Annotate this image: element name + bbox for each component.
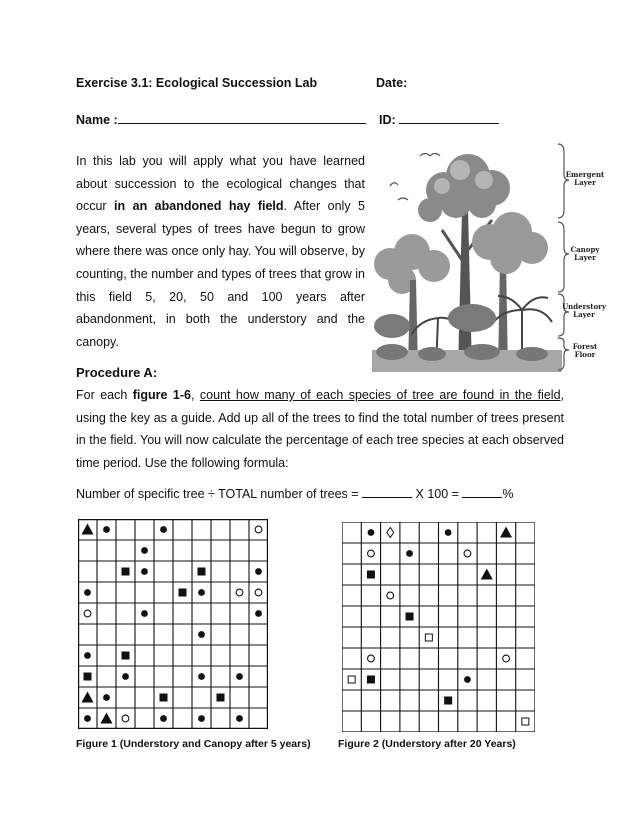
- exercise-title: Exercise 3.1: Ecological Succession Lab: [76, 76, 318, 90]
- tree-symbol-square: [367, 571, 375, 579]
- procedure-paragraph: For each figure 1-6, count how many of each species of tree are found in the field, using the key as a guide. Add up all of the trees to find the total number of trees present in the field. You will now calculate the percentage of each tree species at each observed time period. Use the following formula:: [76, 388, 565, 470]
- tree-symbol-dot: [84, 652, 91, 659]
- name-field[interactable]: [118, 113, 366, 124]
- tree-symbol-circle: [368, 655, 375, 662]
- grid-lines: [78, 519, 268, 729]
- tree-symbol-circle: [387, 592, 394, 599]
- tree-symbol-dot: [198, 631, 205, 638]
- tree-symbol-dot: [84, 715, 91, 722]
- tree-symbol-open-square: [522, 718, 529, 725]
- id-line: [379, 113, 499, 127]
- date-label: Date:: [376, 76, 408, 90]
- tree-symbol-dot: [236, 673, 243, 680]
- tree-symbol-square: [122, 568, 130, 576]
- id-field[interactable]: [399, 113, 499, 124]
- tree-symbol-square: [122, 652, 130, 660]
- tree-symbol-dot: [141, 610, 148, 617]
- tree-symbol-dot: [141, 547, 148, 554]
- tree-symbol-circle: [464, 550, 471, 557]
- intro-paragraph: In this lab you will apply what you have learned about succession to the ecological changes that occur in an abandoned hay field. After only 5 years, several types of trees have begun to grow where there was once only hay. You will observe, by counting, the number and types of trees that grow in this field 5, 20, 50 and 100 years after abandonment, in both the understory and the canopy.: [76, 154, 366, 349]
- emergent-layer-label: Emergent Layer: [565, 170, 605, 187]
- tree-symbol-dot: [406, 550, 413, 557]
- tree-symbol-dot: [141, 568, 148, 575]
- tree-symbol-dot: [198, 589, 205, 596]
- tree-symbol-triangle: [500, 527, 512, 538]
- intro-bold-phrase: in an abandoned hay field: [114, 199, 284, 214]
- forest-layers-illustration: [372, 140, 608, 372]
- name-label: Name :: [76, 113, 118, 127]
- tree-symbol-circle: [236, 589, 243, 596]
- procedure-heading: Procedure A:: [76, 365, 158, 380]
- tree-symbol-triangle: [82, 524, 94, 535]
- understory-layer-label: Understory Layer: [562, 302, 606, 319]
- forest-floor-label: Forest Floor: [572, 342, 598, 359]
- tree-symbol-circle: [84, 610, 91, 617]
- tree-symbol-square: [84, 673, 92, 681]
- id-label: ID:: [379, 113, 396, 127]
- tree-symbol-triangle: [82, 692, 94, 703]
- percentage-formula: Number of specific tree ÷ TOTAL number of trees = X 100 = %: [76, 487, 514, 501]
- tree-symbol-square: [444, 697, 452, 705]
- tree-symbol-dot: [445, 529, 452, 536]
- tree-symbol-circle: [122, 715, 129, 722]
- tree-symbol-circle: [503, 655, 510, 662]
- tree-symbol-triangle: [101, 713, 113, 724]
- tree-symbol-dot: [198, 715, 205, 722]
- canopy-layer-label: Canopy Layer: [570, 245, 600, 262]
- formula-blank-2[interactable]: [462, 487, 502, 498]
- grid-lines: [342, 522, 535, 732]
- tree-symbol-dot: [236, 715, 243, 722]
- tree-symbol-dot: [160, 526, 167, 533]
- tree-symbol-circle: [255, 589, 262, 596]
- tree-symbol-square: [179, 589, 187, 597]
- tree-symbol-square: [367, 676, 375, 684]
- tree-symbol-square: [406, 613, 414, 621]
- tree-symbol-dot: [103, 526, 110, 533]
- tree-symbol-dot: [368, 529, 375, 536]
- tree-symbol-circle: [255, 526, 262, 533]
- tree-symbol-dot: [255, 610, 262, 617]
- formula-blank-1[interactable]: [362, 487, 412, 498]
- tree-symbol-dot: [255, 568, 262, 575]
- tree-symbol-dot: [84, 589, 91, 596]
- tree-symbol-dot: [464, 676, 471, 683]
- figure-1-grid: [78, 519, 268, 729]
- figure-2-grid: [342, 522, 535, 732]
- tree-symbol-square: [198, 568, 206, 576]
- tree-symbol-dot: [122, 673, 129, 680]
- tree-symbol-square: [217, 694, 225, 702]
- tree-symbol-open-square: [348, 676, 355, 683]
- tree-symbol-open-square: [425, 634, 432, 641]
- tree-symbol-dot: [103, 694, 110, 701]
- figure-1-caption: Figure 1 (Understory and Canopy after 5 years): [76, 738, 311, 750]
- tree-symbol-square: [160, 694, 168, 702]
- name-line: [76, 113, 366, 127]
- tree-symbol-triangle: [481, 569, 493, 580]
- figure-2-caption: Figure 2 (Understory after 20 Years): [338, 738, 516, 750]
- tree-symbol-dot: [160, 715, 167, 722]
- tree-symbol-circle: [368, 550, 375, 557]
- tree-symbol-dot: [198, 673, 205, 680]
- tree-symbol-diamond: [387, 528, 394, 538]
